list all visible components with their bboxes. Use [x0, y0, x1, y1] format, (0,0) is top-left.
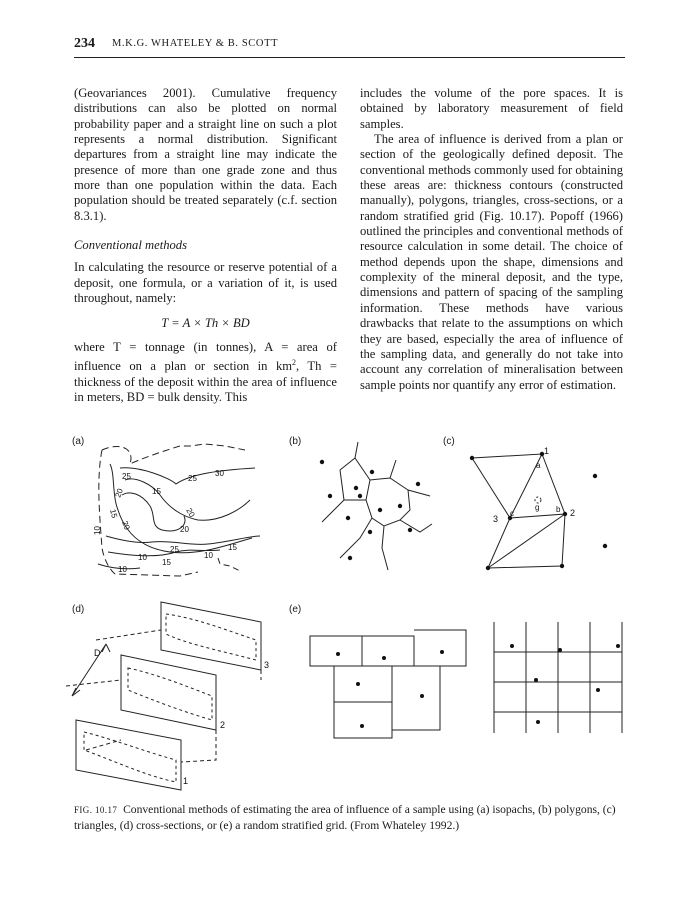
stratified-grid-irregular — [308, 628, 473, 758]
sample-point — [486, 566, 490, 570]
sample-point — [354, 486, 358, 490]
running-head: M.K.G. WHATELEY & B. SCOTT — [112, 38, 279, 49]
isopach-value: 10 — [118, 565, 127, 574]
figure-caption — [74, 802, 634, 833]
sample-point — [616, 644, 620, 648]
sample-point — [440, 650, 444, 654]
paragraph: includes the volume of the pore spaces. It is obtained by laboratory measurement of field samples. — [360, 86, 623, 131]
sample-point — [398, 504, 402, 508]
section-number: 3 — [264, 660, 270, 670]
sample-point — [603, 544, 607, 548]
page-number: 234 — [74, 36, 95, 51]
section-3 — [161, 602, 261, 670]
polygon-method — [300, 440, 440, 590]
vertex-label: 3 — [493, 514, 499, 524]
spacing-arrow — [72, 644, 110, 696]
text-run: where T = tonnage (in tonnes), A = area of influence on a plan or section in km — [74, 339, 337, 374]
isopach-value: 15 — [152, 487, 161, 496]
sample-point — [560, 564, 564, 568]
isopach-value: 10 — [93, 526, 102, 535]
orebody-outline — [128, 668, 212, 720]
sample-point — [370, 470, 374, 474]
tonnage-equation: T = A × Th × BD — [161, 316, 250, 331]
isopach-value: 10 — [138, 553, 147, 562]
area-label: a — [536, 461, 541, 470]
sample-point — [358, 494, 362, 498]
text-run: , Th = thickness of the deposit within the area of influence in meters, BD = bulk density. This — [74, 359, 337, 405]
sample-point — [336, 652, 340, 656]
stratified-grid-regular — [492, 620, 627, 735]
isopach-contour — [110, 464, 252, 553]
polygon-edges — [322, 442, 432, 570]
sample-point — [348, 556, 352, 560]
isopach-value: 20 — [113, 487, 125, 499]
sample-point — [328, 494, 332, 498]
section-number: 2 — [220, 720, 226, 730]
isopach-value: 25 — [122, 472, 131, 481]
paragraph: (Geovariances 2001). Cumulative frequency distributions can also be plotted on normal probability paper and a straight line on such a plot represents a normal distribution. Significant departures from a straight line may indicate the presence of more than one grade zone and thus more than one population within the data. Each population should be treated separately (c.f. section 8.3.1). — [74, 86, 337, 223]
sample-point — [593, 474, 597, 478]
isopach-value: 15 — [162, 558, 171, 567]
paragraph: The area of influence is derived from a plan or section of the geologically defined deposit. The conventional methods commonly used for obtaining these areas are: thickness contours (constructed manually), polygons, triangles, cross-sections, or a random stratified grid (Fig. 10.17). Popoff (1966) outlined the principles and conventional methods of resource calculation in some detail. The choice of method depends upon the shape, dimensions and complexity of the mineral deposit, and the type, dimensions and pattern of spacing of the sampling information. These methods have various drawbacks that relate to the assumptions on which they are based, especially the area of influence of the sampling data, and generally do not take into account any correlation of mineralisation between sample points nor quantify any error of estimation. — [360, 132, 623, 392]
sample-point — [368, 530, 372, 534]
sample-point — [320, 460, 324, 464]
superscript: 2 — [292, 358, 297, 368]
grid-lines — [494, 622, 622, 733]
panel-label-c: (c) — [443, 436, 455, 447]
isopach-value: 15 — [228, 543, 237, 552]
sample-point — [420, 694, 424, 698]
isopach-value: 25 — [170, 545, 179, 554]
panel-label-d: (d) — [72, 604, 85, 615]
left-column — [74, 86, 337, 405]
sample-point — [470, 456, 474, 460]
header-rule — [74, 57, 625, 58]
isopach-value: 10 — [204, 551, 213, 560]
sample-point — [416, 482, 420, 486]
triangle-method — [450, 440, 620, 590]
vertex-label: 2 — [570, 508, 576, 518]
sample-point — [534, 678, 538, 682]
isopach-value: 20 — [180, 525, 189, 534]
sample-point — [510, 644, 514, 648]
isopach-value: 25 — [188, 474, 197, 483]
cross-section-method — [66, 600, 296, 800]
section-subheading: Conventional methods — [74, 238, 187, 253]
isopach-value: 20 — [184, 506, 197, 519]
sample-point — [408, 528, 412, 532]
section-number: 1 — [183, 776, 189, 786]
sample-point — [360, 724, 364, 728]
sample-point — [382, 656, 386, 660]
figure-number: FIG. 10.17 — [74, 805, 118, 815]
isopach-value: 20 — [120, 519, 132, 532]
area-label: g — [535, 503, 540, 512]
orebody-outline — [166, 614, 256, 660]
isopach-value: 15 — [108, 508, 120, 520]
vertex-label: 1 — [544, 446, 550, 456]
isopach-map — [80, 440, 280, 590]
panel-label-a: (a) — [72, 436, 85, 447]
sample-point — [356, 682, 360, 686]
caption-text: Conventional methods of estimating the area of influence of a sample using (a) isopachs, (b) polygons, (c) triangles, (d) cross-sections, or (e) a random stratified grid. (From Whateley 1992.) — [74, 803, 616, 832]
paragraph — [74, 340, 337, 406]
paragraph: In calculating the resource or reserve potential of a deposit, one formula, or a variation of it, is used throughout, namely: — [74, 260, 337, 306]
isopach-value: 30 — [215, 469, 224, 478]
section-1 — [76, 720, 181, 790]
panel-label-b: (b) — [289, 436, 302, 447]
page-header — [74, 36, 624, 58]
sample-point — [563, 512, 567, 516]
sample-point — [536, 720, 540, 724]
grid-cells — [310, 630, 466, 738]
deposit-boundary — [218, 558, 242, 572]
right-column — [360, 86, 623, 393]
area-label: b — [556, 505, 561, 514]
area-label: c — [510, 509, 514, 518]
sample-point — [596, 688, 600, 692]
sample-point — [378, 508, 382, 512]
triangle-edges — [472, 454, 565, 568]
sample-point — [558, 648, 562, 652]
sample-point — [346, 516, 350, 520]
panel-label-e: (e) — [289, 604, 302, 615]
deposit-boundary — [102, 444, 245, 464]
spacing-label: D — [94, 648, 101, 658]
